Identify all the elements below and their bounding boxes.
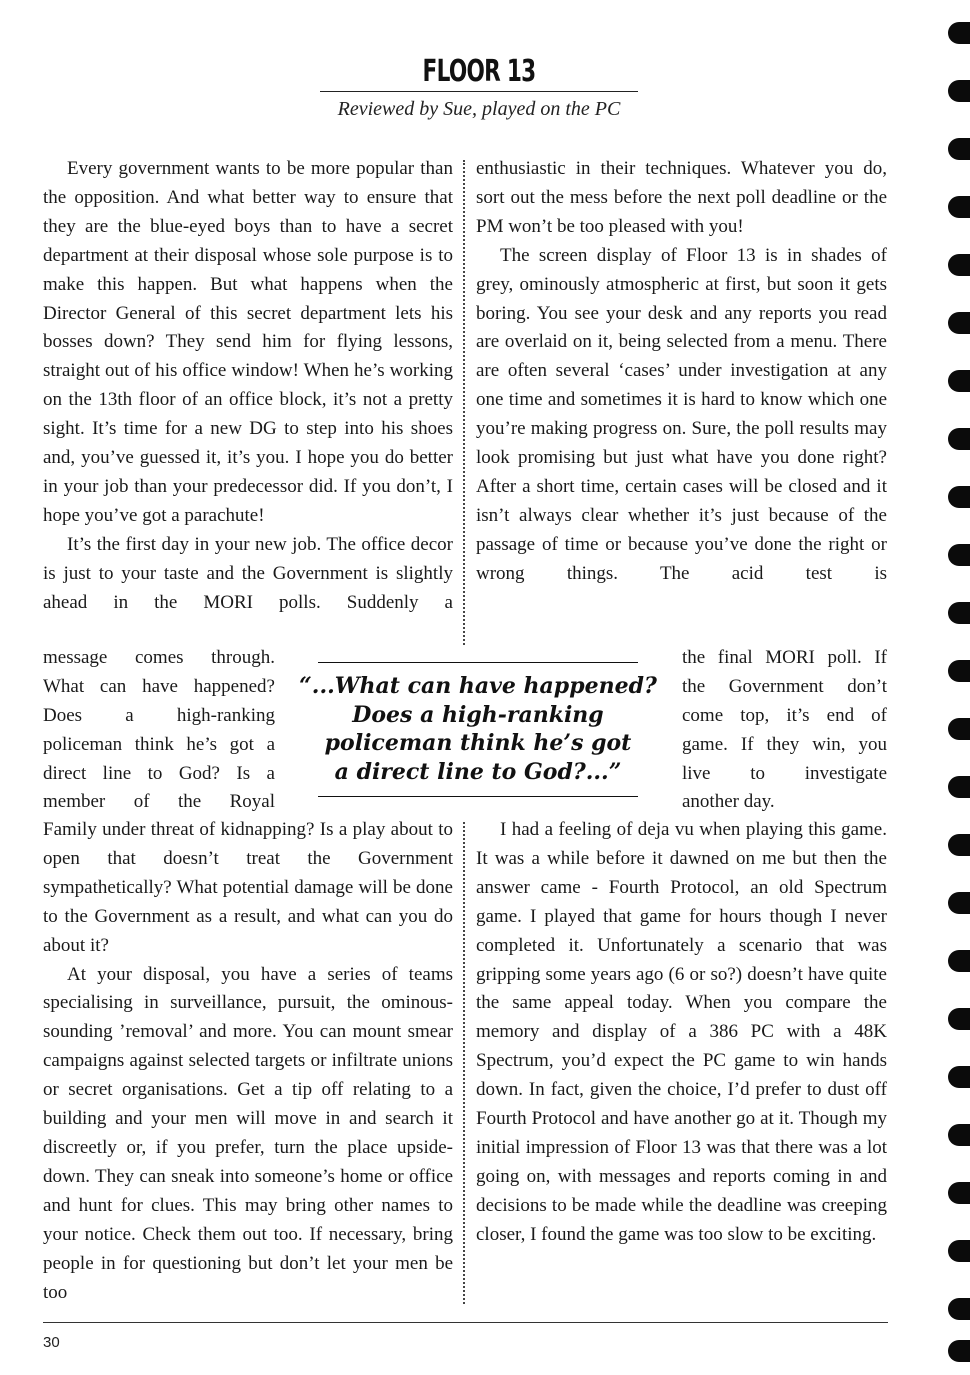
pull-quote-bottom-rule bbox=[318, 796, 638, 797]
title-underline bbox=[320, 91, 638, 92]
text-line: another day. bbox=[682, 791, 775, 813]
text-line: What can have happened? bbox=[43, 675, 275, 697]
right-column-bottom bbox=[476, 816, 887, 1250]
paragraph-first-day: It’s the first day in your new job. The office decor is just to your taste and the Government is slightly ahead in the MORI polls. Suddenly a bbox=[43, 533, 453, 613]
column-divider bbox=[463, 822, 465, 1304]
left-column-bottom bbox=[43, 816, 453, 1307]
binding-hole-icon bbox=[948, 718, 970, 740]
left-column-top bbox=[43, 155, 453, 618]
pull-quote-line: policeman think he’s got bbox=[324, 730, 632, 756]
binding-hole-icon bbox=[948, 1182, 970, 1204]
pull-quote-line: a direct line to God?...” bbox=[334, 758, 622, 785]
text-line: Does a high-ranking bbox=[43, 704, 275, 726]
pull-quote-line: “...What can have happened? bbox=[299, 673, 657, 699]
text-line: come top, it’s end of bbox=[682, 704, 887, 726]
footer-rule bbox=[43, 1322, 888, 1323]
binding-hole-icon bbox=[948, 776, 970, 798]
text-line: direct line to God? Is a bbox=[43, 762, 275, 784]
pull-quote-top-rule bbox=[318, 662, 638, 663]
binding-strip bbox=[940, 0, 970, 1375]
binding-hole-icon bbox=[948, 196, 970, 218]
text-line: the Government don’t bbox=[682, 675, 887, 697]
binding-hole-icon bbox=[948, 486, 970, 508]
binding-hole-icon bbox=[948, 1066, 970, 1088]
text-line: message comes through. bbox=[43, 647, 275, 668]
text-line: the final MORI poll. If bbox=[682, 647, 887, 668]
binding-hole-icon bbox=[948, 1124, 970, 1146]
binding-hole-icon bbox=[948, 1240, 970, 1262]
paragraph-intro: Every government wants to be more popular than the opposition. And what better way to ensure that they are the blue-eyed boys than to have a secret department at their disposal whose sole purpose is to make this happen. But what happens when the Director General of this secret department lets his bosses down? They send him for flying lessons, straight out of his office window! When he’s working on the 13th floor of an office block, it’s not a pretty sight. It’s time for a new DG to step into his shoes and, you’ve guessed it, it’s you. I hope you do better in your job than your predecessor did. If you don’t, I hope you’ve got a parachute! bbox=[43, 158, 453, 526]
review-byline: Reviewed by Sue, played on the PC bbox=[337, 98, 621, 120]
text-line: game. If they win, you bbox=[682, 733, 887, 755]
binding-hole-icon bbox=[948, 1298, 970, 1320]
binding-hole-icon bbox=[948, 892, 970, 914]
binding-hole-icon bbox=[948, 660, 970, 682]
right-column-top bbox=[476, 155, 887, 589]
paragraph-techniques: enthusiastic in their techniques. Whatever you do, sort out the mess before the next poll deadline or the PM won’t be too pleased with you! bbox=[476, 158, 887, 237]
left-column-wrap bbox=[43, 644, 275, 817]
page-number: 30 bbox=[43, 1334, 60, 1351]
binding-hole-icon bbox=[948, 1008, 970, 1030]
binding-hole-icon bbox=[948, 370, 970, 392]
binding-hole-icon bbox=[948, 1340, 970, 1362]
review-title: FLOOR 13 bbox=[422, 54, 536, 89]
paragraph-questions: Family under threat of kidnapping? Is a play about to open that doesn’t treat the Government sympathetically? What potential damage will be done to the Government as a result, and what can you do about it? bbox=[43, 819, 453, 956]
binding-hole-icon bbox=[948, 428, 970, 450]
pull-quote bbox=[296, 672, 660, 786]
binding-hole-icon bbox=[948, 138, 970, 160]
binding-hole-icon bbox=[948, 602, 970, 624]
binding-hole-icon bbox=[948, 22, 970, 44]
binding-hole-icon bbox=[948, 312, 970, 334]
binding-hole-icon bbox=[948, 544, 970, 566]
paragraph-screen-display: The screen display of Floor 13 is in shades of grey, ominously atmospheric at first, but soon it gets boring. You see your desk and any reports you read are overlaid on it, being selected from a menu. There are often several ‘cases’ under investigation at any one time and sometimes it is hard to know which one you’re making progress on. Sure, the poll results may look promising but just what have you done right? After a short time, certain cases will be closed and it isn’t always clear whether it’s just because of the passage of time or because you’ve done the right or wrong things. The acid test is bbox=[476, 244, 887, 584]
text-line: policeman think he’s got a bbox=[43, 733, 275, 755]
paragraph-disposal: At your disposal, you have a series of teams specialising in surveillance, pursuit, the ominous-sounding ’removal’ and more. You can mount smear campaigns against selected targets or infiltrate unions or secret organisations. Get a tip off relating to a building and your men will move in and search it discreetly or, if you prefer, turn the place upside-down. They can sneak into someone’s home or office and hunt for clues. This may bring other names to your notice. Check them out too. If necessary, bring people in for questioning but don’t let your men be too bbox=[43, 963, 453, 1303]
binding-hole-icon bbox=[948, 80, 970, 102]
text-line: member of the Royal bbox=[43, 791, 275, 813]
column-divider bbox=[463, 160, 465, 645]
paragraph-verdict: I had a feeling of deja vu when playing this game. It was a while before it dawned on me but then the answer came - Fourth Protocol, an old Spectrum game. I played that game for hours though I never completed it. Unfortunately a scenario that was gripping some years ago (6 or so?) doesn’t have quite the same appeal today. When you compare the memory and display of a 386 PC with a 48K Spectrum, you’d expect the PC game to win hands down. In fact, given the choice, I’d prefer to dust off Fourth Protocol and have another go at it. Though my initial impression of Floor 13 was that there was a lot going on, with messages and reports coming in and decisions to be made while the deadline was creeping closer, I found the game was too slow to be exciting. bbox=[476, 819, 887, 1245]
text-line: live to investigate bbox=[682, 762, 887, 784]
pull-quote-line: Does a high-ranking bbox=[352, 701, 604, 728]
binding-hole-icon bbox=[948, 834, 970, 856]
binding-hole-icon bbox=[948, 950, 970, 972]
right-column-wrap bbox=[682, 644, 887, 817]
binding-hole-icon bbox=[948, 254, 970, 276]
